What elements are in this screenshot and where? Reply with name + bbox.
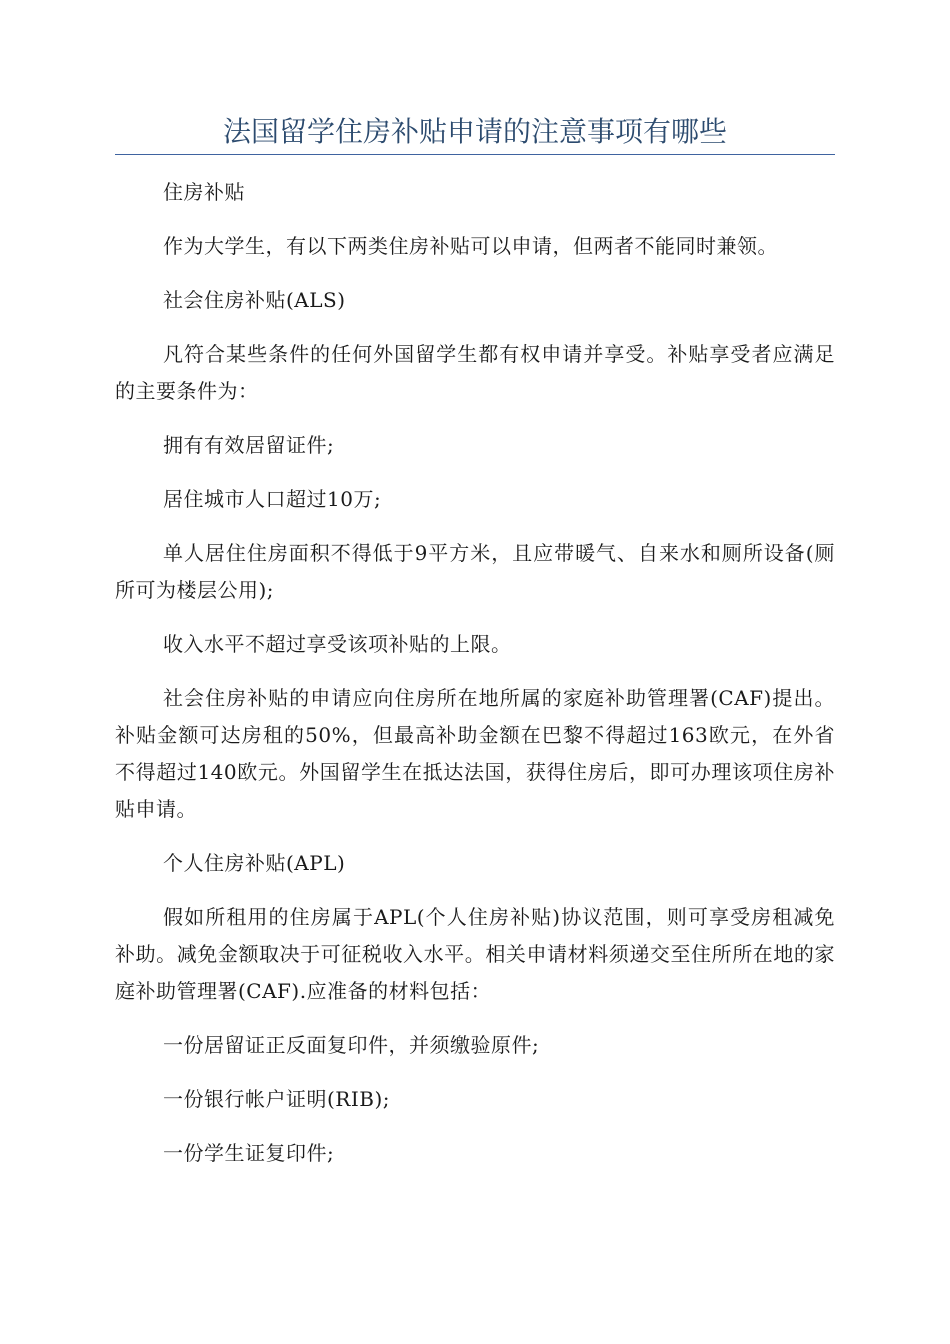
paragraph-heading-als: 社会住房补贴(ALS) [163,288,346,312]
document-body [115,174,835,1189]
page-title: 法国留学住房补贴申请的注意事项有哪些 [222,115,727,148]
paragraph: 作为大学生，有以下两类住房补贴可以申请，但两者不能同时兼领。 [163,234,778,258]
paragraph-heading-apl: 个人住房补贴(APL) [163,851,346,875]
list-item: 居住城市人口超过10万; [163,487,382,511]
title-underline [115,154,835,155]
list-item: 单人居住住房面积不得低于9平方米，且应带暖气、自来水和厕所设备(厕所可为楼层公用); [115,541,835,602]
paragraph: 凡符合某些条件的任何外国留学生都有权申请并享受。补贴享受者应满足的主要条件为： [115,342,835,403]
list-item: 一份银行帐户证明(RIB); [163,1087,390,1111]
paragraph: 社会住房补贴的申请应向住房所在地所属的家庭补助管理署(CAF)提出。补贴金额可达房租的50%，但最高补助金额在巴黎不得超过163欧元，在外省不得超过140欧元。外国留学生在抵达法国，获得住房后，即可办理该项住房补贴申请。 [115,686,835,821]
list-item: 收入水平不超过享受该项补贴的上限。 [163,632,512,656]
list-item: 一份学生证复印件; [163,1141,335,1165]
paragraph: 假如所租用的住房属于APL(个人住房补贴)协议范围，则可享受房租减免补助。减免金额取决于可征税收入水平。相关申请材料须递交至住所所在地的家庭补助管理署(CAF).应准备的材料包括： [115,905,835,1003]
paragraph-heading-housing-subsidy: 住房补贴 [163,180,245,204]
list-item: 一份居留证正反面复印件，并须缴验原件; [163,1033,540,1057]
list-item: 拥有有效居留证件; [163,433,335,457]
